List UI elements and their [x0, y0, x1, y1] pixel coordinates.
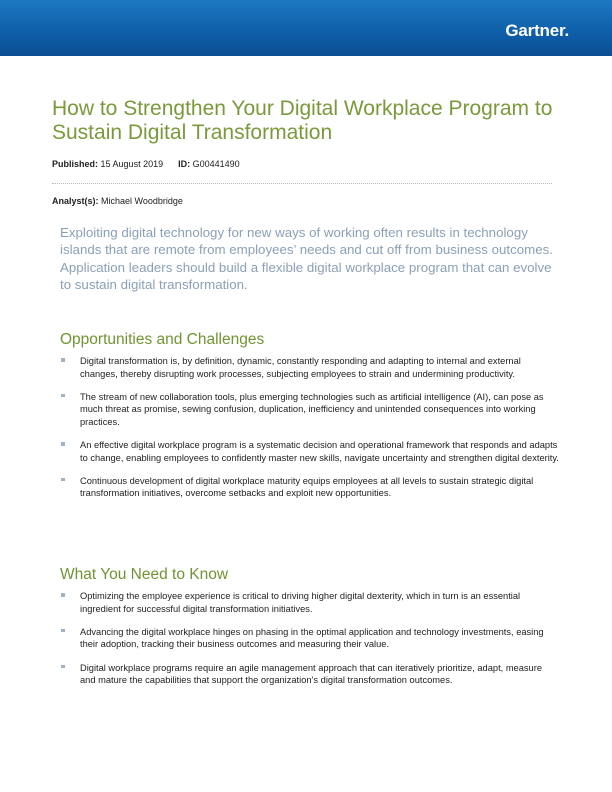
gartner-logo: Gartner.: [505, 21, 569, 40]
meta-divider: [52, 183, 552, 184]
opportunities-list: [60, 355, 560, 511]
published-date: 15 August 2019: [100, 159, 164, 169]
bullet-square-icon: [61, 593, 65, 597]
list-item-text: Optimizing the employee experience is critical to driving higher digital dexterity, which in turn is an essential ingredient for successful digital transformation initiatives.: [80, 591, 521, 614]
list-item: [60, 626, 560, 651]
list-item: [60, 391, 560, 429]
id-label: ID:: [178, 159, 191, 169]
analyst-line: [52, 196, 183, 206]
analyst-name: Michael Woodbridge: [101, 196, 183, 206]
publication-meta: [52, 159, 240, 169]
list-item-text: Digital transformation is, by definition, dynamic, constantly responding and adapting to internal and external changes, thereby disrupting work processes, subjecting employees to strain and undermining productivity.: [80, 356, 521, 379]
summary-paragraph: Exploiting digital technology for new ways of working often results in technology islands that are remote from employees’ needs and cut off from business outcomes. Application leaders should build a flexible digital workplace program that can evolve to sustain digital transformation.: [60, 225, 553, 292]
bullet-square-icon: [61, 442, 65, 446]
list-item-text: Continuous development of digital workplace maturity equips employees at all levels to sustain strategic digital transformation initiatives, overcome setbacks and exploit new opportunities.: [80, 475, 534, 499]
opportunities-heading: Opportunities and Challenges: [60, 331, 265, 348]
header-band: [0, 0, 612, 56]
need-to-know-list: [60, 590, 560, 697]
bullet-square-icon: [61, 358, 65, 362]
analyst-label: Analyst(s):: [52, 196, 99, 206]
bullet-square-icon: [61, 665, 65, 669]
list-item: [60, 475, 560, 500]
bullet-square-icon: [61, 478, 65, 482]
list-item-text: Advancing the digital workplace hinges on phasing in the optimal application and technology investments, easing their adoption, tracking their business outcomes and measuring their value.: [80, 626, 544, 650]
published-label: Published:: [52, 159, 99, 169]
need-to-know-heading: What You Need to Know: [60, 566, 229, 583]
list-item: [60, 355, 560, 380]
list-item-text: The stream of new collaboration tools, plus emerging technologies such as artificial intelligence (AI), can pose as much threat as promise, sewing confusion, duplication, inefficiency and unintended consequences into working practices.: [80, 391, 544, 427]
list-item: [60, 439, 560, 464]
bullet-square-icon: [61, 394, 65, 398]
list-item: [60, 662, 560, 687]
document-id: G00441490: [192, 159, 240, 169]
list-item: [60, 590, 560, 615]
list-item-text: An effective digital workplace program is a systematic decision and operational framework that responds and adapts to change, enabling employees to confidently master new skills, navigate uncertainty and strengthen digital dexterity.: [80, 440, 559, 463]
document-title: How to Strengthen Your Digital Workplace Program to Sustain Digital Transformation: [52, 97, 553, 144]
list-item-text: Digital workplace programs require an agile management approach that can iteratively prioritize, adapt, measure and mature the capabilities that support the organization’s digital transformation outcomes.: [80, 662, 542, 686]
bullet-square-icon: [61, 629, 65, 633]
